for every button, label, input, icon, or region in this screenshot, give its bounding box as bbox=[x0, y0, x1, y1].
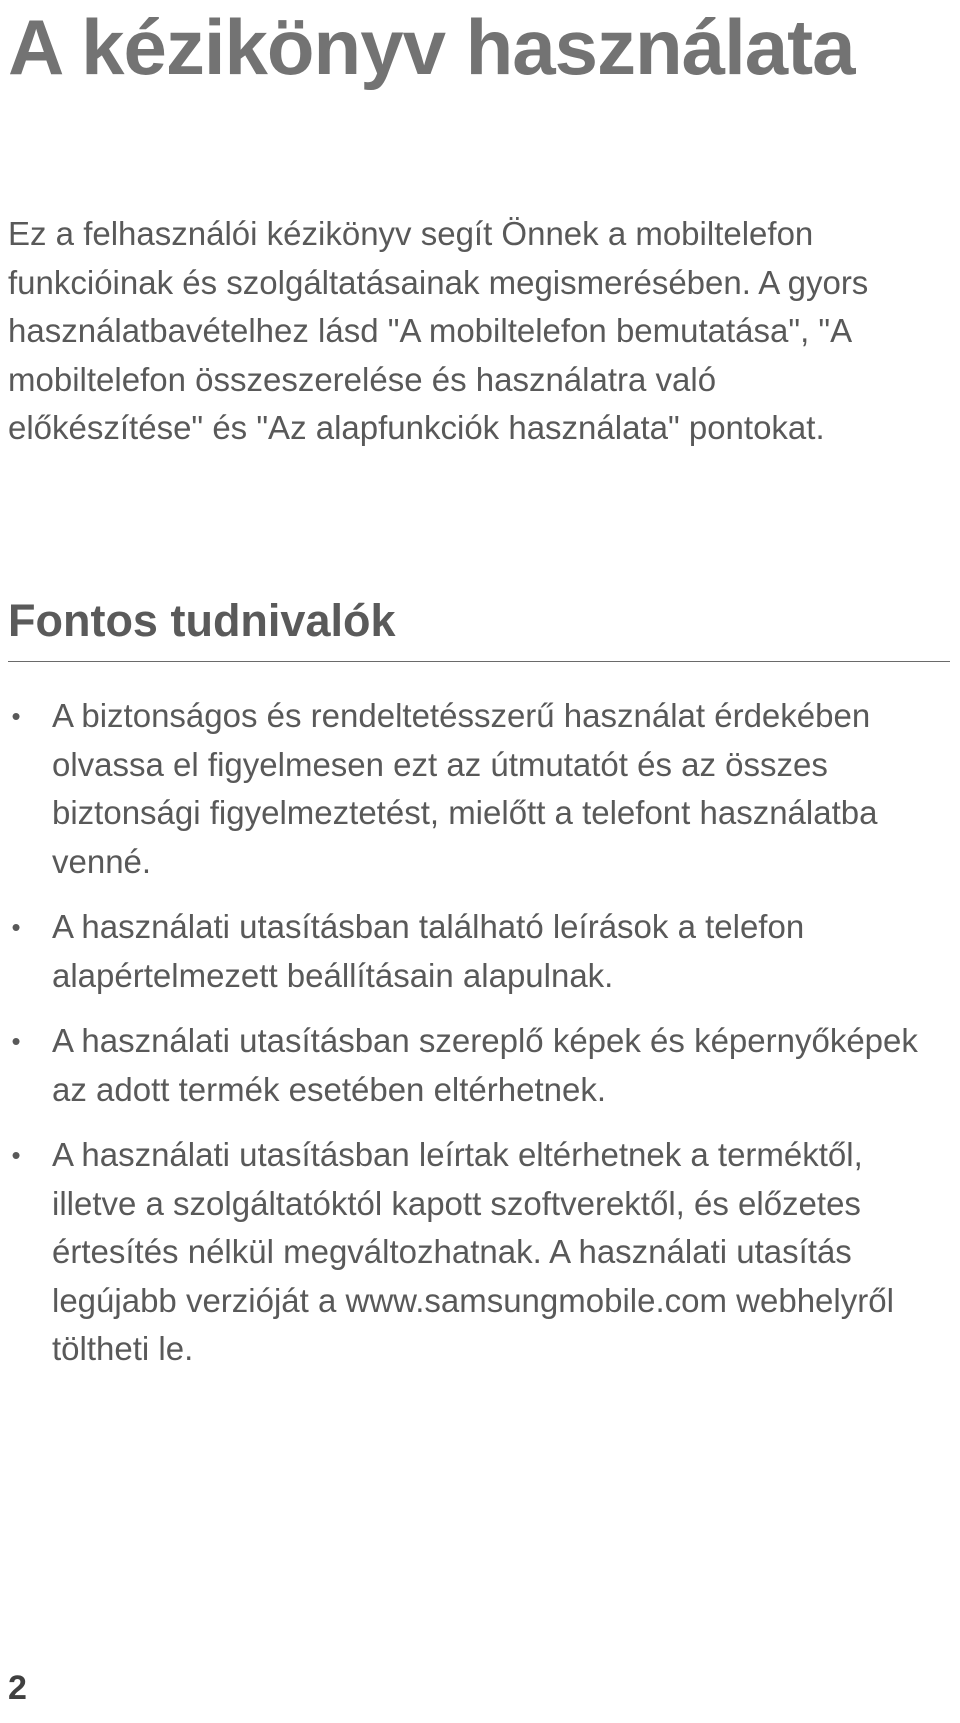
list-item-text: A használati utasításban leírtak eltérhetnek a terméktől, illetve a szolgáltatóktól kapott szoftverektől, és előzetes értesítés nélkül megváltozhatnak. A használati utasítás legújabb verzióját a www.samsungmobile.com webhelyről töltheti le. bbox=[52, 1136, 894, 1367]
intro-paragraph: Ez a felhasználói kézikönyv segít Önnek a mobiltelefon funkcióinak és szolgáltatásainak megismerésében. A gyors használatbavételhez lásd "A mobiltelefon bemutatása", "A mobiltelefon összeszerelése és használatra való előkészítése" és "Az alapfunkciók használata" pontokat. bbox=[8, 215, 869, 446]
bullet-icon: • bbox=[11, 701, 21, 731]
list-item bbox=[0, 1131, 932, 1374]
list-item bbox=[0, 1017, 932, 1114]
bullet-icon: • bbox=[11, 912, 21, 942]
list-item bbox=[0, 692, 932, 886]
section-heading: Fontos tudnivalók bbox=[8, 595, 396, 646]
list-item-text: A használati utasításban található leírások a telefon alapértelmezett beállításain alapulnak. bbox=[52, 908, 805, 994]
list-item bbox=[0, 903, 932, 1000]
page-number: 2 bbox=[8, 1669, 27, 1707]
bullet-icon: • bbox=[11, 1140, 21, 1170]
list-item-text: A biztonságos és rendeltetésszerű használat érdekében olvassa el figyelmesen ezt az útmutatót és az összes biztonsági figyelmeztetést, mielőtt a telefont használatba venné. bbox=[52, 697, 878, 880]
list-item-text: A használati utasításban szereplő képek és képernyőképek az adott termék esetében eltérhetnek. bbox=[52, 1022, 918, 1108]
heading-divider bbox=[8, 661, 950, 662]
bullet-icon: • bbox=[11, 1026, 21, 1056]
bullet-list bbox=[0, 692, 960, 1391]
page-title: A kézikönyv használata bbox=[8, 3, 855, 91]
